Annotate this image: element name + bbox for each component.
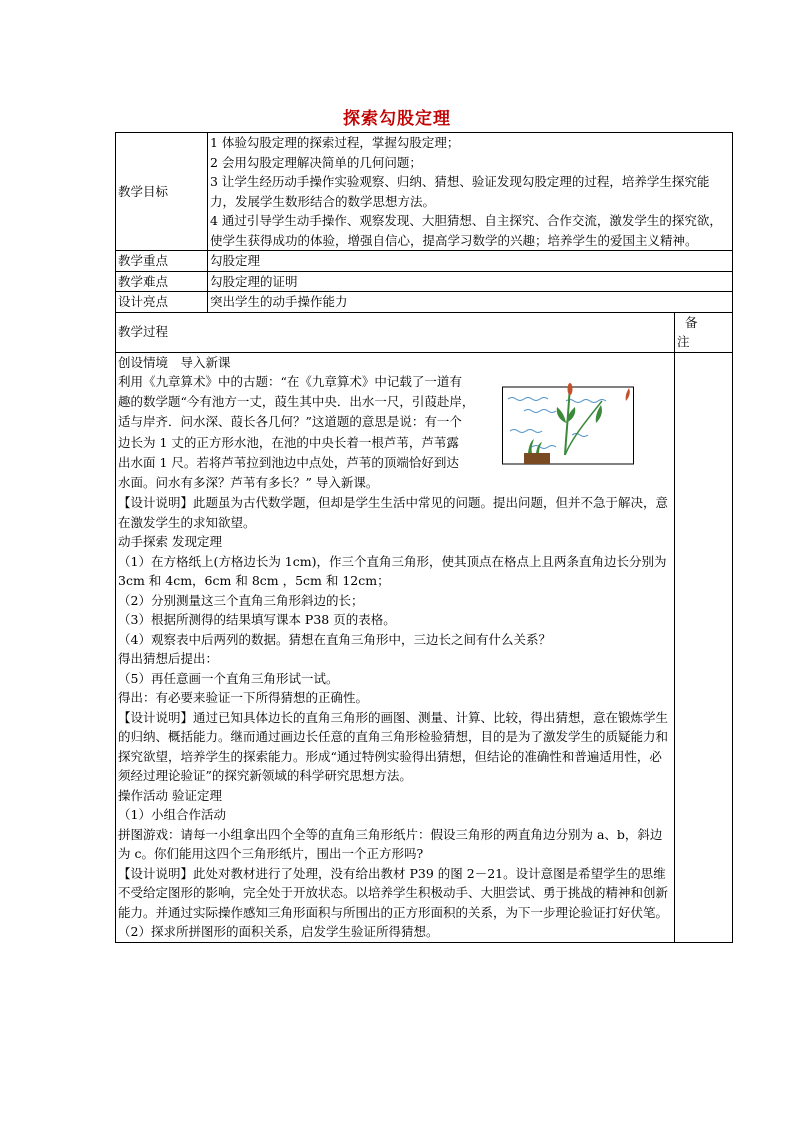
intro-line: 适与岸齐．问水深、葭长各几何？”这道题的意思是说：有一个 — [118, 414, 462, 430]
difficulty-label: 教学难点 — [116, 271, 208, 292]
process-label: 教学过程 — [116, 312, 675, 352]
step-item: （5）再任意画一个直角三角形试一试。 — [118, 670, 339, 686]
paragraph: 得出：有必要来验证一下所得猜想的正确性。 — [118, 690, 369, 706]
design-note: 【设计说明】此题虽为古代数学题，但却是学生生活中常见的问题。提出问题，但并不急于解决，意在激发学生的求知欲望。 — [118, 495, 669, 530]
design-note: 【设计说明】通过已知具体边长的直角三角形的画图、测量、计算、比较，得出猜想，意在锻炼学生的归纳、概括能力。继而通过画边长任意的直角三角形检验猜想，目的是为了激发学生的质疑能力和探究欲望，培养学生的探索能力。形成“通过特例实验得出猜想，但结论的准确性和普遍适用性，必须经过理论验证”的探究新领域的科学研究思想方法。 — [118, 709, 669, 784]
key-point-row — [116, 251, 733, 272]
highlight-label: 设计亮点 — [116, 292, 208, 313]
objectives-row — [116, 133, 733, 251]
intro-line: 出水面 1 尺。若将芦苇拉到池边中点处，芦苇的顶端恰好到达 — [118, 454, 459, 470]
page-title: 探索勾股定理 — [343, 109, 451, 129]
objective-item: 2 会用勾股定理解决简单的几何问题； — [210, 154, 422, 170]
step-item: （1）小组合作活动 — [118, 807, 226, 823]
section-heading: 动手探索 发现定理 — [118, 534, 222, 550]
difficulty-row — [116, 271, 733, 292]
intro-line: 边长为 1 丈的正方形水池，在池的中央长着一根芦苇，芦苇露 — [118, 434, 459, 450]
key-point-value: 勾股定理 — [208, 251, 733, 272]
difficulty-value: 勾股定理的证明 — [208, 271, 733, 292]
objective-item: 1 体验勾股定理的探索过程，掌握勾股定理； — [210, 135, 460, 150]
highlight-row — [116, 292, 733, 313]
step-item: （2）探求所拼图形的面积关系，启发学生验证所得猜想。 — [118, 924, 439, 940]
intro-line: 水面。问水有多深？芦苇有多长？” 导入新课。 — [118, 475, 379, 491]
reed-pond-illustration — [502, 383, 634, 465]
intro-line: 利用《九章算术》中的古题：“在《九章算术》中记载了一道有 — [118, 374, 462, 389]
objective-item: 3 让学生经历动手操作实验观察、归纳、猜想、验证发现勾股定理的过程，培养学生探究能力，发展学生数形结合的数学思想方法。 — [210, 174, 710, 209]
paragraph: 得出猜想后提出： — [118, 651, 219, 667]
note-cell — [675, 352, 733, 942]
section-heading: 创设情境 导入新课 — [118, 354, 231, 370]
step-item: （3）根据所测得的结果填写课本 P38 页的表格。 — [118, 612, 396, 628]
section-heading: 操作活动 验证定理 — [118, 787, 222, 803]
paragraph: 拼图游戏：请每一小组拿出四个全等的直角三角形纸片：假设三角形的两直角边分别为 a、b，斜边为 c。你们能用这四个三角形纸片，围出一个正方形吗? — [118, 826, 663, 862]
process-content-row — [116, 352, 733, 942]
design-note: 【设计说明】此处对教材进行了处理，没有给出教材 P39 的图 2－21。设计意图是希望学生的思维不受给定图形的影响，完全处于开放状态。以培养学生积极动手、大胆尝试、勇于挑战的精神和创新能力。并通过实际操作感知三角形面积与所围出的正方形面积的关系，为下一步理论验证打好伏笔。 — [118, 865, 669, 920]
objectives-content — [208, 133, 733, 251]
intro-section — [118, 353, 672, 494]
objectives-label: 教学目标 — [116, 133, 208, 251]
step-item: （4）观察表中后两列的数据。猜想在直角三角形中，三边长之间有什么关系？ — [118, 631, 551, 647]
step-item: （2）分别测量这三个直角三角形斜边的长； — [118, 592, 364, 608]
step-item: （1）在方格纸上(方格边长为 1cm)，作三个直角三角形，使其顶点在格点上且两条直角边长分别为 3cm 和 4cm，6cm 和 8cm ，5cm 和 12cm； — [118, 553, 667, 589]
intro-text — [118, 372, 498, 493]
lesson-plan-table — [115, 132, 733, 943]
intro-line: 趣的数学题“今有池方一丈，葭生其中央．出水一尺，引葭赴岸， — [118, 394, 475, 410]
process-header-row — [116, 312, 733, 352]
highlight-value: 突出学生的动手操作能力 — [208, 292, 733, 313]
objective-item: 4 通过引导学生动手操作、观察发现、大胆猜想、自主探究、合作交流，激发学生的探究欲，使学生获得成功的体验，增强自信心，提高学习数学的兴趣；培养学生的爱国主义精神。 — [210, 213, 722, 248]
process-content — [116, 352, 675, 942]
note-label: 备 注 — [677, 314, 708, 349]
key-point-label: 教学重点 — [116, 251, 208, 272]
